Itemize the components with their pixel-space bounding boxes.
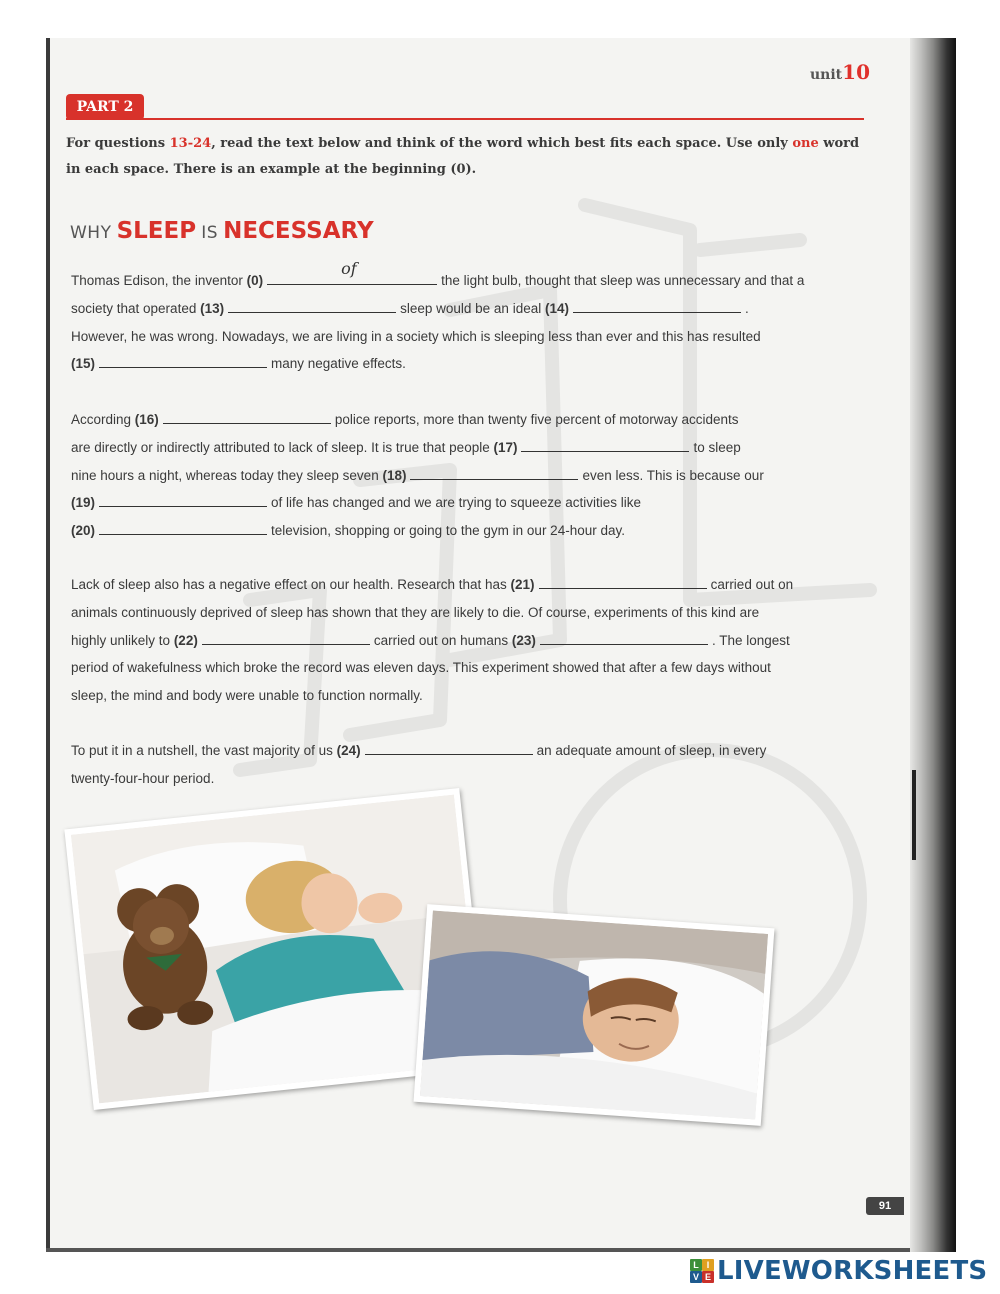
book-spine	[910, 38, 956, 1252]
title-word: IS	[201, 223, 218, 243]
page-left-edge	[46, 38, 50, 1250]
page-title	[70, 218, 374, 244]
answer-blank-0	[267, 259, 437, 285]
liveworksheets-brand[interactable]	[690, 1254, 987, 1288]
unit-word: unit	[810, 67, 843, 83]
question-range: 13-24	[169, 136, 212, 151]
text-line: period of wakefulness which broke the record was eleven days. This experiment showed that after a few days without	[71, 660, 771, 676]
page-number: 91	[866, 1197, 904, 1215]
text-line: twenty-four-hour period.	[71, 770, 215, 786]
answer-blank-18[interactable]	[410, 465, 578, 480]
text-line: To put it in a nutshell, the vast majority of us (24) an adequate amount of sleep, in every	[71, 737, 766, 765]
page-bottom-edge	[46, 1248, 926, 1252]
photo-man-sleeping	[414, 904, 775, 1126]
answer-blank-14[interactable]	[573, 298, 741, 313]
part-divider	[66, 118, 864, 120]
text-line: However, he was wrong. Nowadays, we are living in a society which is sleeping less than ever and this has resulted	[71, 328, 761, 344]
text-line: (15) many negative effects.	[71, 350, 804, 378]
answer-blank-20[interactable]	[99, 520, 267, 535]
unit-label	[810, 60, 870, 84]
unit-number: 10	[842, 60, 870, 84]
text-line: Lack of sleep also has a negative effect on our health. Research that has (21) carried out on	[71, 571, 793, 599]
answer-blank-21[interactable]	[539, 574, 707, 589]
instructions	[66, 131, 876, 183]
brand-name: LIVEWORKSHEETS	[717, 1256, 988, 1286]
liveworksheets-logo-icon: L I V E	[690, 1259, 714, 1283]
answer-blank-22[interactable]	[202, 630, 370, 645]
title-word: SLEEP	[116, 218, 197, 244]
text-line: sleep, the mind and body were unable to function normally.	[71, 688, 423, 704]
text-line: highly unlikely to (22) carried out on humans (23) . The longest	[71, 627, 793, 655]
example-answer: of	[341, 259, 357, 279]
answer-blank-13[interactable]	[228, 298, 396, 313]
text-line: Thomas Edison, the inventor (0) of the light bulb, thought that sleep was unnecessary and that a	[71, 267, 804, 295]
paragraph-2	[71, 406, 764, 545]
instructions-text: word in each space. There is an example at the beginning (0).	[66, 136, 860, 177]
paragraph-1	[71, 259, 805, 378]
title-word: NECESSARY	[223, 218, 374, 244]
title-word: WHY	[70, 223, 112, 243]
text-line: are directly or indirectly attributed to lack of sleep. It is true that people (17) to sleep	[71, 434, 764, 462]
text-line: animals continuously deprived of sleep has shown that they are likely to die. Of course, experiments of this kind are	[71, 604, 760, 620]
answer-blank-16[interactable]	[163, 409, 331, 424]
paragraph-4	[71, 737, 766, 793]
text-line: (19) of life has changed and we are trying to squeeze activities like	[71, 489, 764, 517]
part-badge: PART 2	[66, 94, 144, 120]
answer-blank-24[interactable]	[365, 740, 533, 755]
answer-blank-19[interactable]	[99, 492, 267, 507]
text-line: According (16) police reports, more than twenty five percent of motorway accidents	[71, 406, 764, 434]
instructions-text: , read the text below and think of the word which best fits each space. Use only	[211, 136, 793, 151]
answer-blank-17[interactable]	[521, 437, 689, 452]
spine-shadow	[912, 770, 916, 860]
text-line: society that operated (13) sleep would be an ideal (14) .	[71, 295, 804, 323]
answer-blank-15[interactable]	[99, 353, 267, 368]
instructions-text: For questions	[66, 136, 170, 151]
paragraph-3	[71, 571, 793, 710]
text-line: (20) television, shopping or going to the gym in our 24-hour day.	[71, 517, 764, 545]
text-line: nine hours a night, whereas today they sleep seven (18) even less. This is because our	[71, 462, 764, 490]
answer-blank-23[interactable]	[540, 630, 708, 645]
instructions-highlight: one	[792, 136, 819, 151]
